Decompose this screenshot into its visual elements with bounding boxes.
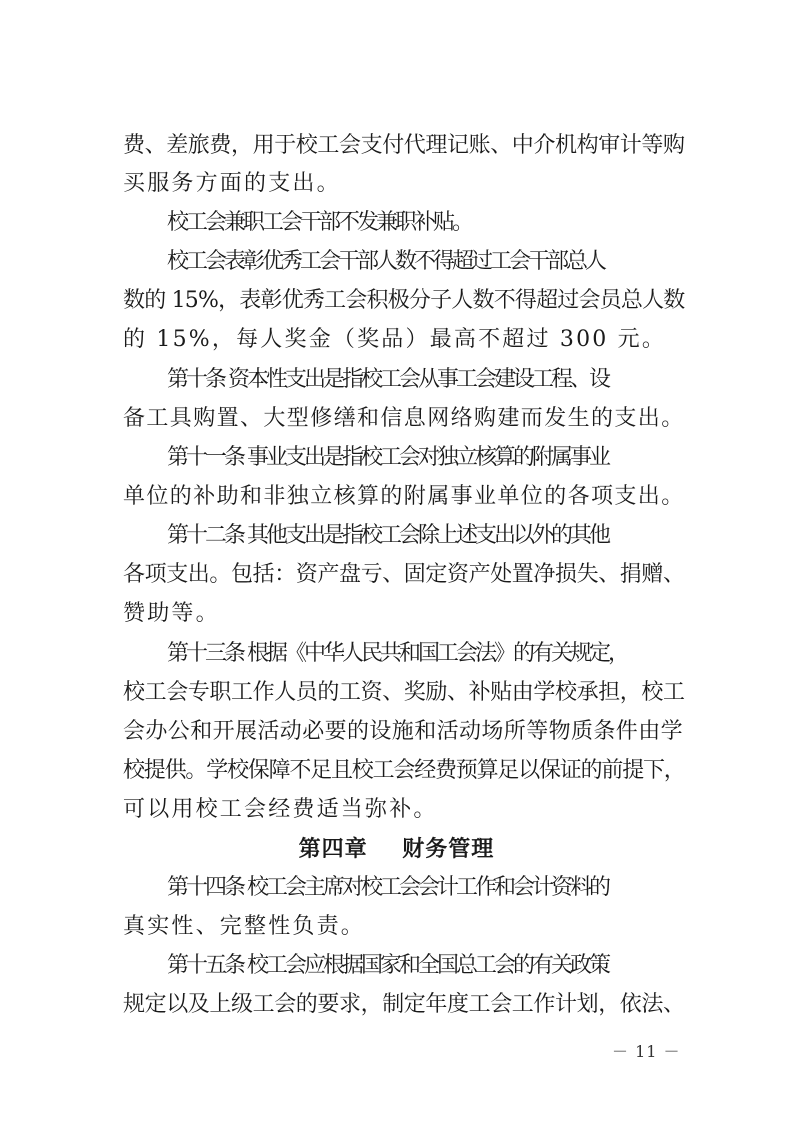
text-line: 第十三条 根据《中华人民共和国工会法》的有关规定， xyxy=(167,641,627,666)
text-line: 费、差旅费，用于校工会支付代理记账、中介机构审计等购 xyxy=(123,133,685,158)
text-line: 买服务方面的支出。 xyxy=(123,171,341,196)
text-line: 会办公和开展活动必要的设施和活动场所等物质条件由学 xyxy=(123,719,684,744)
text-line: 真实性、完整性负责。 xyxy=(123,914,366,939)
text-line: 备工具购置、大型修缮和信息网络购建而发生的支出。 xyxy=(123,406,685,431)
text-line: 校工会兼职工会干部不发兼职补贴。 xyxy=(167,210,472,235)
text-line: 各项支出。包括：资产盘亏、固定资产处置净损失、捐赠、 xyxy=(123,562,685,587)
text-line: 第十四条 校工会主席对校工会会计工作和会计资料的 xyxy=(167,875,608,900)
text-line: 第十五条 校工会应根据国家和全国总工会的有关政策 xyxy=(167,953,608,978)
page-number: － 11 － xyxy=(612,1042,681,1061)
text-line: 的 15%，每人奖金（奖品）最高不超过 300 元。 xyxy=(123,327,667,352)
text-line: 校工会表彰优秀工会干部人数不得超过工会干部总人 xyxy=(167,249,605,274)
text-line: 可以用校工会经费适当弥补。 xyxy=(123,797,438,822)
text-line: 赞助等。 xyxy=(123,601,220,626)
text-line: 单位的补助和非独立核算的附属事业单位的各项支出。 xyxy=(123,484,685,509)
text-line: 第十条 资本性支出是指校工会从事工会建设工程、设 xyxy=(167,367,608,392)
text-line: 校提供。学校保障不足且校工会经费预算足以保证的前提下， xyxy=(123,758,685,783)
text-line: 第十二条 其他支出是指校工会除上述支出以外的其他 xyxy=(167,523,608,548)
chapter-heading: 第四章 财务管理 xyxy=(298,837,495,862)
text-line: 第十一条 事业支出是指校工会对独立核算的附属事业 xyxy=(167,445,608,470)
text-line: 规定以及上级工会的要求，制定年度工会工作计划，依法、 xyxy=(123,992,685,1017)
text-line: 数的 15%，表彰优秀工会积极分子人数不得超过会员总人数 xyxy=(123,288,685,313)
text-line: 校工会专职工作人员的工资、奖励、补贴由学校承担，校工 xyxy=(123,680,685,705)
